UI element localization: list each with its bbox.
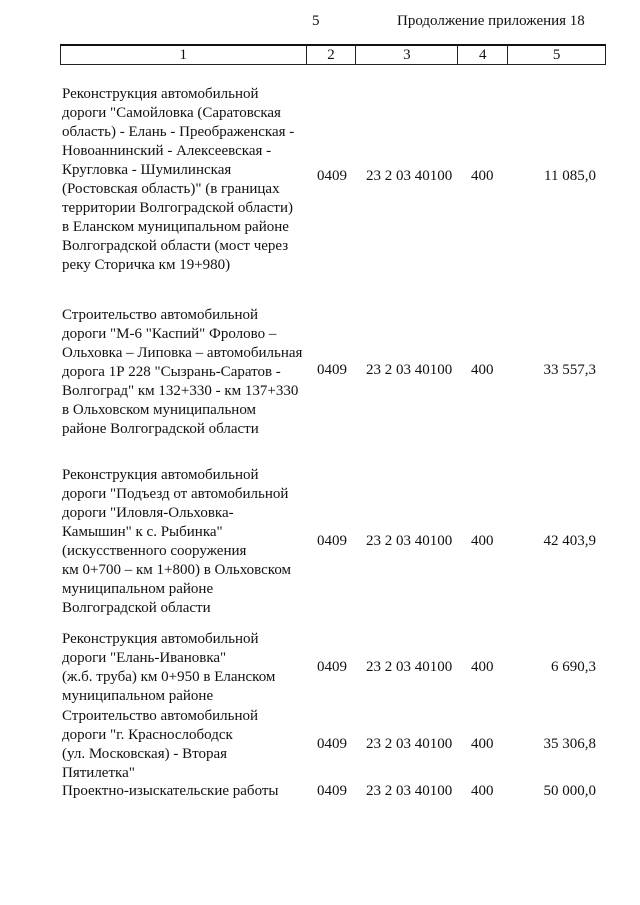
column-number-header — [60, 44, 606, 65]
section-code: 0409 — [317, 168, 347, 184]
section-code: 0409 — [317, 362, 347, 378]
table-row — [62, 85, 602, 275]
page-number: 5 — [312, 13, 320, 29]
expense-type-code: 400 — [471, 783, 494, 799]
target-article-code: 23 2 03 40100 — [366, 783, 453, 799]
target-article-code: 23 2 03 40100 — [366, 659, 453, 675]
row-description: Реконструкция автомобильной дороги "Елань-Ивановка" (ж.б. труба) км 0+950 в Еланском муниципальном районе — [62, 631, 276, 704]
expense-type-code: 400 — [471, 362, 494, 378]
column-5-header: 5 — [508, 45, 606, 65]
column-2-header: 2 — [306, 45, 356, 65]
section-code: 0409 — [317, 659, 347, 675]
row-description: Реконструкция автомобильной дороги "Самойловка (Саратовская область) - Елань - Преображенская - Новоаннинский - Алексеевская - Кругловка - Шумилинская (Ростовская область)" (в границах территории Волгоградской области) в Еланском муниципальном районе Волгоградской области (мост через реку Сторичка км 19+980) — [62, 86, 295, 273]
amount-value: 35 306,8 — [543, 736, 596, 752]
target-article-code: 23 2 03 40100 — [366, 736, 453, 752]
target-article-code: 23 2 03 40100 — [366, 168, 453, 184]
table-row — [62, 306, 602, 439]
expense-type-code: 400 — [471, 533, 494, 549]
amount-value: 6 690,3 — [551, 659, 596, 675]
section-code: 0409 — [317, 736, 347, 752]
amount-value: 50 000,0 — [543, 783, 596, 799]
section-code: 0409 — [317, 533, 347, 549]
amount-value: 11 085,0 — [544, 168, 596, 184]
expense-type-code: 400 — [471, 736, 494, 752]
table-row — [62, 707, 602, 783]
section-code: 0409 — [317, 783, 347, 799]
expense-type-code: 400 — [471, 659, 494, 675]
table-row — [62, 782, 602, 802]
target-article-code: 23 2 03 40100 — [366, 362, 453, 378]
appendix-continuation-title: Продолжение приложения 18 — [397, 13, 585, 29]
column-3-header: 3 — [356, 45, 458, 65]
column-1-header: 1 — [61, 45, 307, 65]
row-description: Проектно-изыскательские работы — [62, 783, 279, 799]
amount-value: 33 557,3 — [543, 362, 596, 378]
column-4-header: 4 — [458, 45, 508, 65]
table-row — [62, 630, 602, 706]
table-row — [62, 466, 602, 618]
target-article-code: 23 2 03 40100 — [366, 533, 453, 549]
row-description: Строительство автомобильной дороги "г. Краснослободск (ул. Московская) - Вторая Пятилетка" — [62, 708, 259, 781]
amount-value: 42 403,9 — [543, 533, 596, 549]
row-description: Реконструкция автомобильной дороги "Подъезд от автомобильной дороги "Иловля-Ольховка- Камышин" к с. Рыбинка" (искусственного сооружения км 0+700 – км 1+800) в Ольховском муниципальном районе Волгоградской области — [62, 467, 292, 616]
expense-type-code: 400 — [471, 168, 494, 184]
row-description: Строительство автомобильной дороги "М-6 "Каспий" Фролово – Ольховка – Липовка – автомобильная дорога 1Р 228 "Сызрань-Саратов - Волгоград" км 132+330 - км 137+330 в Ольховском муниципальном районе Волгоградской области — [62, 307, 303, 437]
